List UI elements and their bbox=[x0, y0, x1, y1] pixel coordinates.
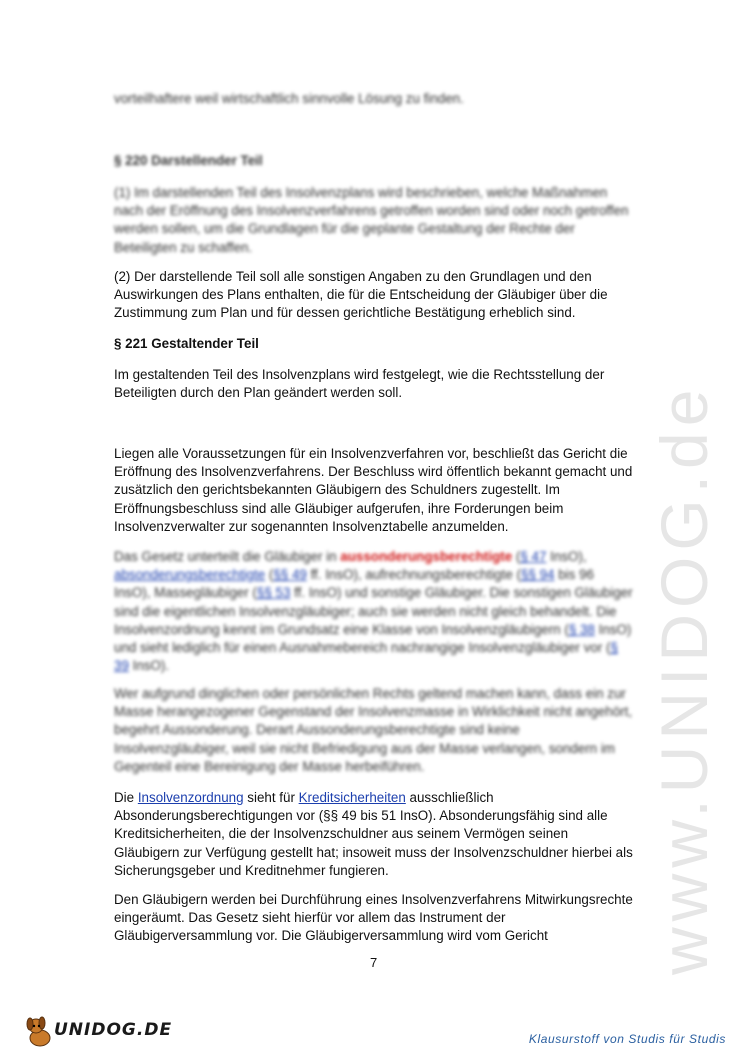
link-94[interactable]: §§ 94 bbox=[520, 567, 555, 583]
page-number: 7 bbox=[370, 955, 378, 970]
link-38[interactable]: § 38 bbox=[568, 621, 595, 637]
paragraph-kreditsicherheiten bbox=[114, 789, 634, 880]
text: InsO) und sieht lediglich für einen Ausnahmebereich nachrangige Insolvenzgläubiger vor ( bbox=[114, 621, 632, 656]
blurred-paragraph-aussonderung: Wer aufgrund dinglichen oder persönlichen Rechts geltend machen kann, dass ein zur Masse herangezogener Gegenstand der Insolvenzmasse in Wirklichkeit nicht angehört, begehrt Aussonderung. Derart Aussonderungsberechtigte sind keine Insolvenzgläubiger, weil sie nicht Befriedigung aus der Masse verlangen, sondern im Gegenteil eine Bereinigung der Masse herbeiführen. bbox=[114, 686, 633, 774]
link-absonderung[interactable]: absonderungsberechtigte bbox=[114, 567, 266, 583]
text: ff. InsO) und sonstige Gläubiger. Die sonstigen Gläubiger sind die eigentlichen Insolvenzgläubiger; auch sie werden nicht gleich behandelt. Die Insolvenzordnung kennt im Grundsatz eine Klasse von Insolvenzgläubigern ( bbox=[114, 585, 633, 637]
link-kreditsicherheiten[interactable]: Kreditsicherheiten bbox=[298, 790, 406, 805]
text: ( bbox=[265, 567, 274, 583]
link-39[interactable]: § 39 bbox=[114, 640, 618, 674]
highlight-aussonderung: aussonderungsberechtigte bbox=[340, 549, 513, 564]
paragraph-221: Im gestaltenden Teil des Insolvenzplans wird festgelegt, wie die Rechtsstellung der Beteiligten durch den Plan geändert werden soll. bbox=[114, 367, 605, 401]
link-49[interactable]: §§ 49 bbox=[273, 567, 307, 583]
paragraph-eroeffnung: Liegen alle Voraussetzungen für ein Insolvenzverfahren vor, beschließt das Gericht die Eröffnung des Insolvenzverfahrens. Der Beschluss wird öffentlich bekannt gemacht und zusätzlich den gerichtsbekannten Gläubigern des Schuldners zugestellt. Im Eröffnungsbeschluss sind alle Gläubiger aufgerufen, ihre Forderungen beim Insolvenzverwalter zur sogenannten Insolvenztabelle anzumelden. bbox=[114, 446, 633, 534]
text: ( bbox=[512, 549, 521, 564]
footer-logo-text[interactable]: UNIDOG.DE bbox=[54, 1020, 173, 1040]
text: Die bbox=[114, 790, 138, 805]
text: InsO). bbox=[128, 658, 170, 674]
blurred-intro-line: vorteilhaftere weil wirtschaftlich sinnvolle Lösung zu finden. bbox=[114, 91, 464, 106]
text: InsO), bbox=[546, 549, 587, 564]
text: sieht für bbox=[243, 790, 299, 805]
link-insolvenzordnung[interactable]: Insolvenzordnung bbox=[137, 790, 244, 805]
blurred-heading-220: § 220 Darstellender Teil bbox=[114, 153, 263, 168]
watermark: www.UNIDOG.de bbox=[647, 383, 721, 975]
link-47[interactable]: § 47 bbox=[520, 549, 547, 564]
text: ff. InsO), aufrechnungsberechtigte ( bbox=[306, 567, 521, 583]
blurred-paragraph-gesetz bbox=[114, 548, 634, 675]
link-53[interactable]: §§ 53 bbox=[256, 585, 291, 601]
blurred-paragraph-220-1: (1) Im darstellenden Teil des Insolvenzplans wird beschrieben, welche Maßnahmen nach der Eröffnung des Insolvenzverfahrens getroffen worden sind oder noch getroffen werden sollen, um die Grundlagen für die geplante Gestaltung der Rechte der Beteiligten zu schaffen. bbox=[114, 185, 629, 255]
paragraph-220-2: (2) Der darstellende Teil soll alle sonstigen Angaben zu den Grundlagen und den Auswirkungen des Plans enthalten, die für die Entscheidung der Gläubiger über die Zustimmung zum Plan und für dessen gerichtliche Bestätigung erheblich sind. bbox=[114, 269, 608, 321]
text: Das Gesetz unterteilt die Gläubiger in bbox=[114, 549, 341, 564]
footer-tagline: Klausurstoff von Studis für Studis bbox=[528, 1032, 726, 1046]
text: ausschließlich Absonderungsberechtigungen vor (§§ 49 bis 51 InsO). Absonderungsfähig sind alle Kreditsicherheiten, die der Insolvenzschuldner aus seinem Vermögen seinen Gläubigern zur Verfügung gestellt hat; insoweit muss der Insolvenzschuldner hierbei als Sicherungsgeber und Kreditnehmer fungieren. bbox=[114, 790, 633, 878]
text: bis 96 InsO), Massegläubiger ( bbox=[114, 567, 594, 601]
heading-221: § 221 Gestaltender Teil bbox=[114, 336, 259, 351]
paragraph-glaeubigerversammlung: Den Gläubigern werden bei Durchführung eines Insolvenzverfahrens Mitwirkungsrechte eingeräumt. Das Gesetz sieht hierfür vor allem das Instrument der Gläubigerversammlung vor. Die Gläubigerversammlung wird vom Gericht bbox=[114, 892, 633, 944]
